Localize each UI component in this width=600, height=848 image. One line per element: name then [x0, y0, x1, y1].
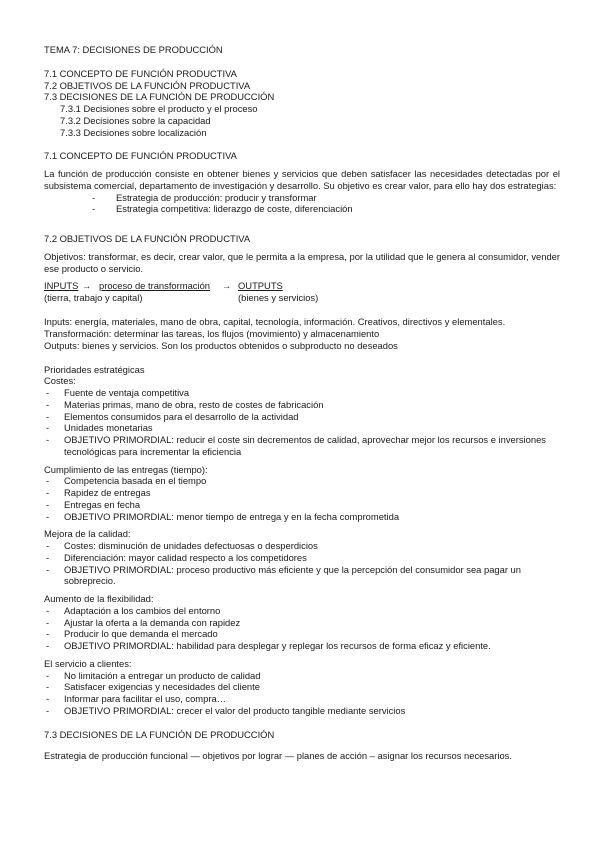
toc-item: 7.2 OBJETIVOS DE LA FUNCIÓN PRODUCTIVA — [44, 79, 251, 91]
list-item — [44, 617, 560, 629]
dash-bullet: - — [46, 681, 50, 693]
list-item — [44, 670, 560, 682]
list-item — [44, 540, 560, 552]
flow-inputs: INPUTS — [44, 280, 79, 292]
dash-bullet: - — [46, 540, 50, 551]
group-title: Cumplimiento de las entregas (tiempo): — [44, 463, 208, 475]
dash-bullet: - — [46, 563, 50, 575]
list-item-text: Entregas en fecha — [64, 498, 141, 510]
list-item-text: Adaptación a los cambios del entorno — [64, 604, 221, 616]
list-item — [44, 693, 560, 705]
list-item-text: Rapidez de entregas — [64, 487, 151, 498]
dash-bullet: - — [46, 487, 50, 498]
priority-group-quality — [44, 528, 560, 587]
objectives-paragraph: Objetivos: transformar, es decir, crear valor, que le permita a la empresa, por la utilidad que le genera al consumidor, vender ese producto o servicio. — [44, 250, 560, 274]
toc-subitem: 7.3.2 Decisiones sobre la capacidad — [60, 114, 211, 126]
priority-group-flexibility — [44, 593, 560, 652]
list-item-text: OBJETIVO PRIMORDIAL: crecer el valor del producto tangible mediante servicios — [64, 704, 406, 716]
transformation-definition: Transformación: determinar las tareas, los flujos (movimiento) y almacenamiento — [44, 328, 380, 339]
priorities-title: Prioridades estratégicas — [44, 363, 145, 375]
group-title: Aumento de la flexibilidad: — [44, 593, 154, 604]
section-7-1-paragraph: La función de producción consiste en obtener bienes y servicios que deben satisfacer las necesidades detectadas por el subsistema comercial, departamento de investigación y desarrollo. Su objetivo es crear valor, para ello hay dos estrategias: — [44, 168, 560, 191]
outputs-definition: Outputs: bienes y servicios. Son los productos obtenidos o subproducto no deseados — [44, 339, 398, 351]
list-item-text: Producir lo que demanda el mercado — [64, 628, 218, 640]
section-heading-7-3: 7.3 DECISIONES DE LA FUNCIÓN DE PRODUCCIÓN — [44, 728, 275, 740]
list-item-text: Diferenciación: mayor calidad respecto a los competidores — [64, 551, 307, 563]
strategy-item — [44, 192, 560, 204]
priority-group-delivery — [44, 464, 560, 523]
strategy-item — [44, 203, 560, 215]
list-item — [44, 499, 560, 511]
list-item — [44, 487, 560, 499]
dash-bullet: - — [46, 704, 50, 716]
list-item — [44, 399, 560, 411]
list-item-text: Elementos consumidos para el desarrollo de la actividad — [64, 410, 299, 422]
flow-arrow-icon: → — [82, 280, 92, 292]
dash-bullet: - — [46, 669, 50, 681]
list-item — [44, 640, 560, 652]
flow-outputs-note: (bienes y servicios) — [238, 292, 319, 304]
flow-arrow-icon: → — [222, 280, 232, 292]
dash-bullet: - — [46, 551, 50, 563]
dash-bullet: - — [46, 604, 50, 616]
table-of-contents — [44, 68, 560, 139]
list-item — [44, 564, 560, 588]
dash-bullet: - — [46, 410, 50, 422]
toc-subitem: 7.3.1 Decisiones sobre el producto y el proceso — [60, 103, 258, 114]
list-item-text: Ajustar la oferta a la demanda con rapidez — [64, 616, 241, 628]
strategy-text: Estrategia de producción: producir y transformar — [116, 191, 317, 203]
dash-bullet: - — [46, 475, 50, 487]
dash-bullet: - — [46, 422, 50, 434]
list-item-text: Materias primas, mano de obra, resto de costes de fabricación — [64, 398, 324, 410]
dash-bullet: - — [46, 434, 50, 445]
dash-bullet: - — [46, 498, 50, 510]
list-item-text: OBJETIVO PRIMORDIAL: menor tiempo de entrega y en la fecha comprometida — [64, 510, 400, 522]
dash-bullet: - — [46, 510, 50, 522]
document-title: TEMA 7: DECISIONES DE PRODUCCIÓN — [44, 44, 223, 55]
flow-outputs: OUTPUTS — [238, 280, 283, 292]
section-heading-7-2: 7.2 OBJETIVOS DE LA FUNCIÓN PRODUCTIVA — [44, 233, 251, 244]
list-item-text: OBJETIVO PRIMORDIAL: reducir el coste sin decrementos de calidad, aprovechar mejor los recursos e inversiones tecnológicas para incrementar la eficiencia — [64, 434, 546, 457]
list-item — [44, 411, 560, 423]
document-page — [44, 44, 560, 762]
dash-bullet: - — [46, 693, 50, 704]
flow-inputs-note: (tierra, trabajo y capital) — [44, 292, 143, 304]
list-item — [44, 681, 560, 693]
priority-group-service — [44, 658, 560, 717]
dash-bullet: - — [46, 387, 50, 398]
list-item-text: Informar para facilitar el uso, compra… — [64, 693, 227, 704]
dash-bullet: - — [46, 628, 50, 640]
list-item-text: OBJETIVO PRIMORDIAL: habilidad para desplegar y replegar los recursos de forma eficaz y eficiente. — [64, 640, 491, 651]
list-item — [44, 705, 560, 717]
list-item — [44, 422, 560, 434]
list-item — [44, 387, 560, 399]
list-item-text: Satisfacer exigencias y necesidades del cliente — [64, 681, 260, 693]
list-item — [44, 511, 560, 523]
dash-bullet: - — [92, 191, 96, 203]
list-item — [44, 628, 560, 640]
list-item-text: Costes: disminución de unidades defectuosas o desperdicios — [64, 540, 318, 551]
list-item-text: Competencia basada en el tiempo — [64, 475, 207, 487]
toc-item: 7.3 DECISIONES DE LA FUNCIÓN DE PRODUCCIÓN — [44, 91, 275, 103]
flow-process: proceso de transformación — [99, 280, 210, 292]
section-heading-7-1: 7.1 CONCEPTO DE FUNCIÓN PRODUCTIVA — [44, 150, 237, 162]
list-item — [44, 605, 560, 617]
list-item-text: Unidades monetarias — [64, 422, 153, 434]
group-title: Mejora de la calidad: — [44, 528, 131, 540]
toc-subitem: 7.3.3 Decisiones sobre localización — [60, 126, 207, 138]
transformation-flow — [44, 280, 560, 304]
list-item-text: No limitación a entregar un producto de calidad — [64, 669, 261, 681]
section-7-3-paragraph: Estrategia de producción funcional — objetivos por lograr — planes de acción – asignar los recursos necesarios. — [44, 750, 512, 762]
dash-bullet: - — [46, 398, 50, 410]
inputs-definition: Inputs: energía, materiales, mano de obra, capital, tecnología, información. Creativos, directivos y elementales. — [44, 316, 506, 328]
dash-bullet: - — [92, 203, 96, 215]
list-item — [44, 475, 560, 487]
list-item — [44, 434, 560, 458]
group-title: Costes: — [44, 375, 76, 387]
list-item — [44, 552, 560, 564]
toc-item: 7.1 CONCEPTO DE FUNCIÓN PRODUCTIVA — [44, 67, 237, 79]
list-item-text: OBJETIVO PRIMORDIAL: proceso productivo más eficiente y que la percepción del consumidor sea pagar un sobreprecio. — [64, 563, 521, 587]
dash-bullet: - — [46, 616, 50, 628]
group-title: El servicio a clientes: — [44, 657, 132, 669]
dash-bullet: - — [46, 640, 50, 651]
priority-group-costs — [44, 375, 560, 457]
strategy-text: Estrategia competitiva: liderazgo de coste, diferenciación — [116, 203, 353, 215]
list-item-text: Fuente de ventaja competitiva — [64, 387, 190, 398]
